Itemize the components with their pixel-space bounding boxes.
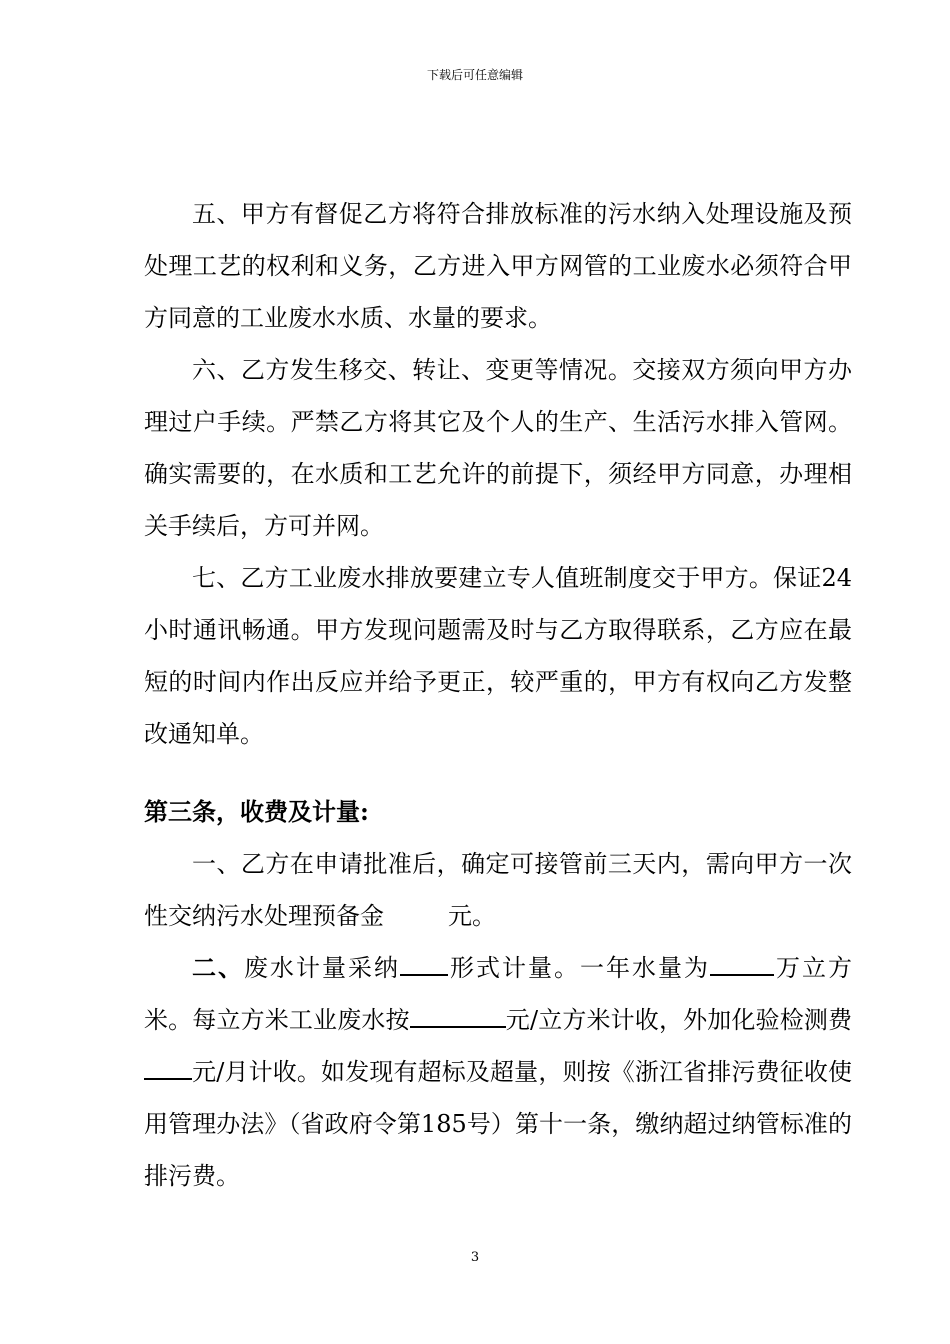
clause-7-paragraph: 七、乙方工业废水排放要建立专人值班制度交于甲方。保证24小时通讯畅通。甲方发现问题需及时与乙方取得联系，乙方应在最短的时间内作出反应并给予更正，较严重的，甲方有权向乙方发整改通知单。 xyxy=(144,564,852,748)
metering-form-blank xyxy=(400,952,448,976)
page-header: 下载后可任意编辑 xyxy=(426,68,523,82)
unit-price-blank xyxy=(410,1004,506,1028)
section-3-item-1 xyxy=(144,838,852,942)
item-2-label: 二、 xyxy=(192,953,244,982)
item-2-text-b: 形式计量。一年水量为 xyxy=(448,954,710,982)
section-3-item-2 xyxy=(144,942,852,1202)
clause-6-paragraph: 六、乙方发生移交、转让、变更等情况。交接双方须向甲方办理过户手续。严禁乙方将其它及个人的生产、生活污水排入管网。确实需要的，在水质和工艺允许的前提下，须经甲方同意，办理相关手续后，方可并网。 xyxy=(144,356,852,540)
item-2-text-c: 万立方米。每立方米工业废水按 xyxy=(144,954,852,1034)
item-2-text-d: 元/立方米计收，外加化验检测费 xyxy=(505,1006,852,1034)
testing-fee-blank xyxy=(144,1056,192,1080)
section-3-heading: 第三条，收费及计量: xyxy=(144,797,369,826)
item-1-unit: 元。 xyxy=(448,902,496,930)
annual-volume-blank xyxy=(710,952,774,976)
item-1-text: 一、乙方在申请批准后，确定可接管前三天内，需向甲方一次性交纳污水处理预备金 xyxy=(144,850,852,930)
clause-5-paragraph: 五、甲方有督促乙方将符合排放标准的污水纳入处理设施及预处理工艺的权利和义务，乙方进入甲方网管的工业废水必须符合甲方同意的工业废水水质、水量的要求。 xyxy=(144,200,852,332)
page-number: 3 xyxy=(470,1250,480,1265)
item-2-text-e: 元/月计收。如发现有超标及超量，则按《浙江省排污费征收使用管理办法》（省政府令第185号）第十一条，缴纳超过纳管标准的排污费。 xyxy=(144,1058,852,1190)
document-body xyxy=(144,188,852,1202)
item-2-text-a: 废水计量采纳 xyxy=(244,954,400,982)
